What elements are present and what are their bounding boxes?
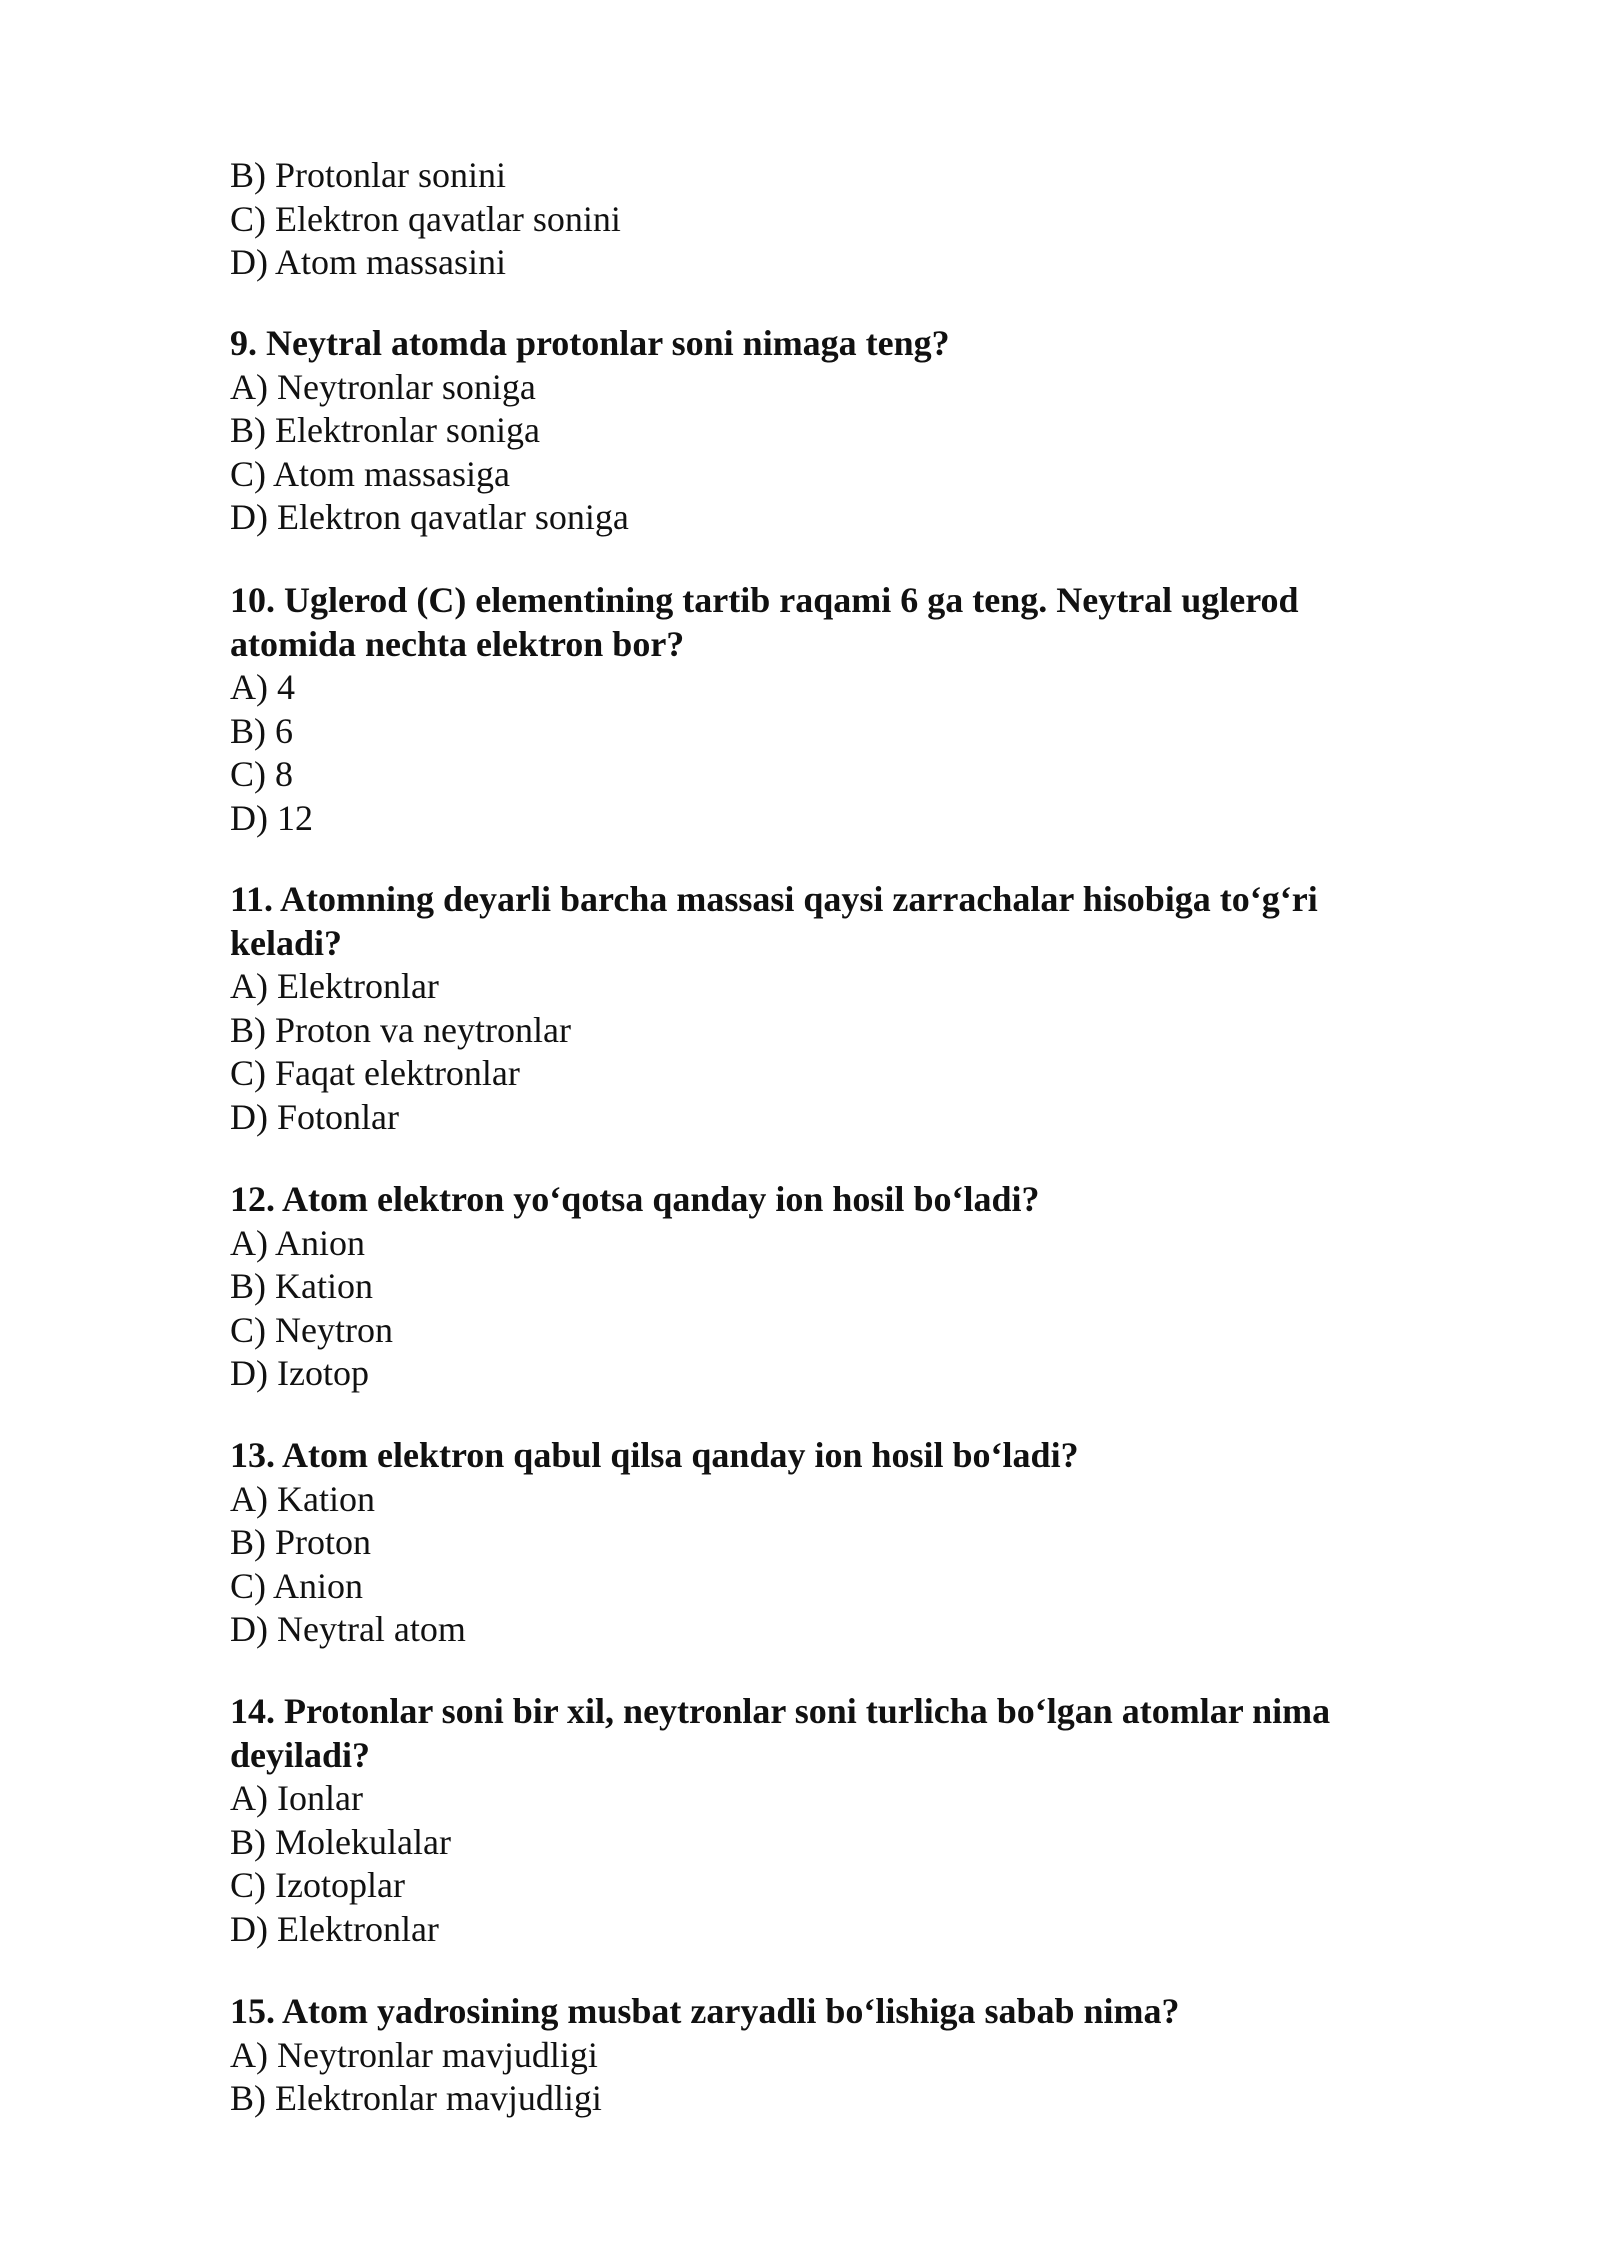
option: C) Faqat elektronlar xyxy=(230,1053,520,1094)
question-10 xyxy=(230,579,1430,841)
option: D) Izotop xyxy=(230,1353,369,1394)
option: D) Elektronlar xyxy=(230,1908,439,1949)
option: B) Proton xyxy=(230,1522,372,1563)
option: C) Izotoplar xyxy=(230,1865,405,1906)
question-14 xyxy=(230,1690,1430,1952)
question-9 xyxy=(230,322,1430,540)
question-11 xyxy=(230,878,1430,1140)
option: B) Elektronlar soniga xyxy=(230,410,540,451)
question-text: 10. Uglerod (C) elementining tartib raqami 6 ga teng. Neytral uglerod atomida nechta elektron bor? xyxy=(230,580,1299,664)
question-12 xyxy=(230,1178,1430,1396)
option: B) Proton va neytronlar xyxy=(230,1009,571,1050)
option: C) Neytron xyxy=(230,1309,393,1350)
option: A) Elektronlar xyxy=(230,966,439,1007)
option: D) Fotonlar xyxy=(230,1096,399,1137)
option: A) Ionlar xyxy=(230,1778,363,1819)
option: C) 8 xyxy=(230,754,293,795)
option: B) Kation xyxy=(230,1266,373,1307)
option: B) Molekulalar xyxy=(230,1821,451,1862)
option: A) Neytronlar mavjudligi xyxy=(230,2034,598,2075)
option: C) Atom massasiga xyxy=(230,453,510,494)
question-text: 13. Atom elektron qabul qilsa qanday ion hosil bo‘ladi? xyxy=(230,1435,1079,1475)
question-text: 9. Neytral atomda protonlar soni nimaga teng? xyxy=(230,323,950,363)
question-13 xyxy=(230,1434,1430,1652)
question-8-continuation xyxy=(230,154,1430,285)
option: A) Kation xyxy=(230,1478,375,1519)
question-text: 14. Protonlar soni bir xil, neytronlar soni turlicha bo‘lgan atomlar nima deyiladi? xyxy=(230,1691,1331,1775)
option: C) Anion xyxy=(230,1565,364,1606)
question-text: 15. Atom yadrosining musbat zaryadli bo‘lishiga sabab nima? xyxy=(230,1991,1180,2031)
question-text: 11. Atomning deyarli barcha massasi qaysi zarrachalar hisobiga to‘g‘ri keladi? xyxy=(230,879,1318,963)
option: D) Elektron qavatlar soniga xyxy=(230,497,629,538)
option: D) Neytral atom xyxy=(230,1609,466,1650)
option: A) 4 xyxy=(230,667,295,708)
option: B) Protonlar sonini xyxy=(230,155,506,195)
question-text: 12. Atom elektron yo‘qotsa qanday ion hosil bo‘ladi? xyxy=(230,1179,1040,1219)
option: C) Elektron qavatlar sonini xyxy=(230,198,621,239)
option: D) 12 xyxy=(230,797,313,838)
option: B) Elektronlar mavjudligi xyxy=(230,2078,602,2119)
option: A) Anion xyxy=(230,1222,365,1263)
question-15 xyxy=(230,1990,1430,2121)
option: A) Neytronlar soniga xyxy=(230,366,536,407)
option: D) Atom massasini xyxy=(230,242,506,283)
option: B) 6 xyxy=(230,710,293,751)
